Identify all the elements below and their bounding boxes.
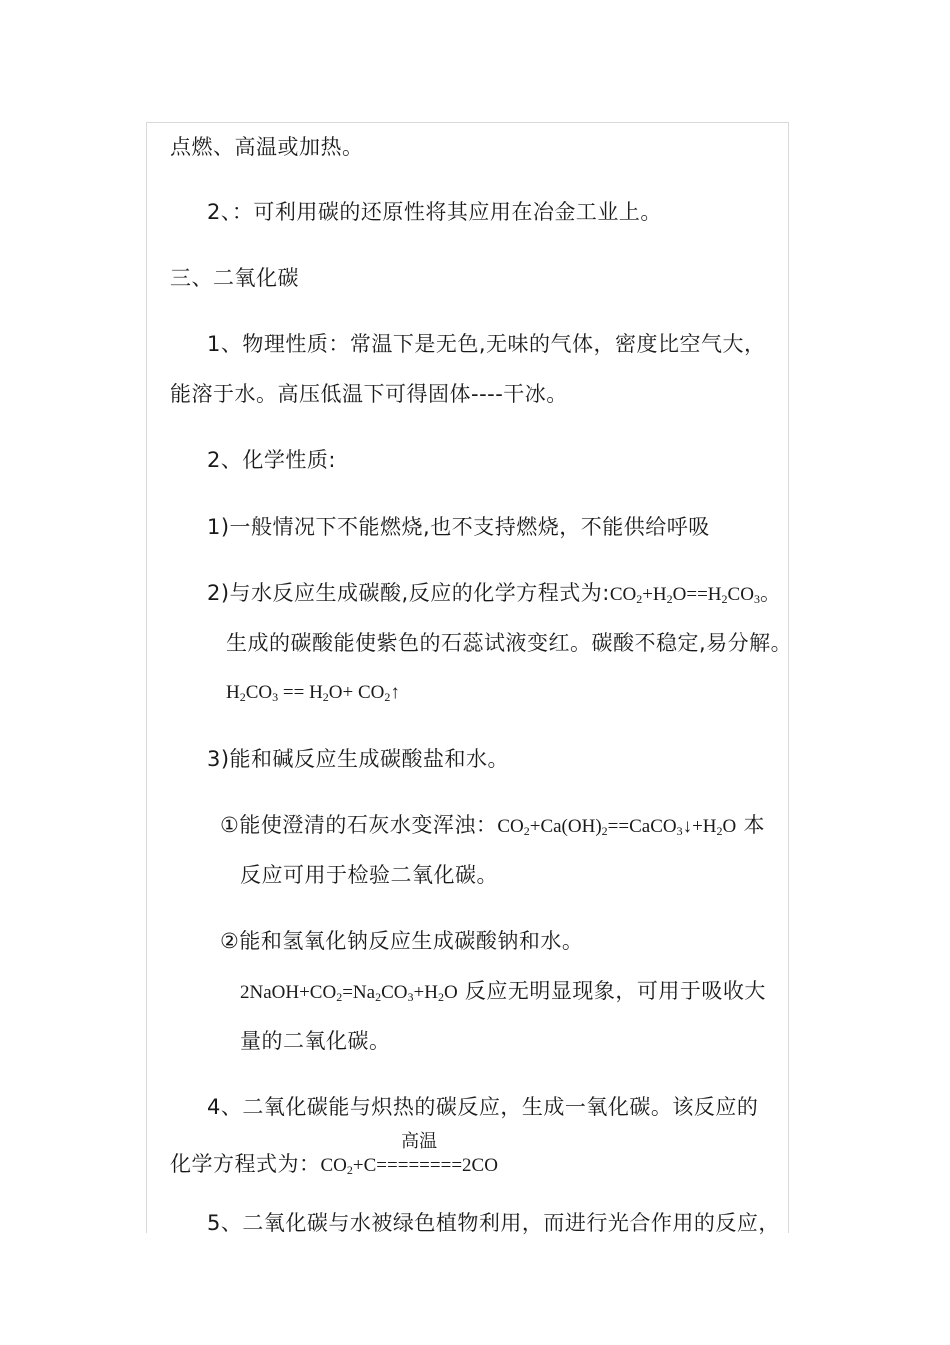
- text-line-naoh-equation: $2NaOH+CO_2=Na_2CO_3+H_2O$ 反应无明显现象，可用于吸收大: [240, 979, 766, 1004]
- text-line-dry-ice: 能溶于水。高压低温下可得固体----干冰。: [170, 382, 568, 406]
- water-reaction-text: 2)与水反应生成碳酸,反应的化学方程式为:: [207, 581, 610, 605]
- gas-arrow-icon: ↑: [390, 682, 400, 703]
- section-heading-co2: 三、二氧化碳: [170, 266, 299, 290]
- text-line-limewater: ①能使澄清的石灰水变浑浊：$CO_2+Ca(OH)_2==CaCO_3↓+H_2O$ 本: [220, 813, 765, 838]
- carbonic-acid-equation: $CO_2+H_2O==H_2CO_3$: [609, 584, 760, 606]
- text-line-no-combustion: 1)一般情况下不能燃烧,也不支持燃烧，不能供给呼吸: [207, 515, 710, 539]
- text-line-water-reaction: 2)与水反应生成碳酸,反应的化学方程式为$:CO_2+H_2O==H_2CO_3$。: [207, 581, 782, 606]
- carbon-monoxide-equation: $CO_2+C=$ 高温 =======2CO: [320, 1131, 498, 1177]
- text-line-ignition: 点燃、高温或加热。: [170, 135, 364, 159]
- naoh-equation: $2NaOH+CO_2=Na_2CO_3+H_2O$: [240, 982, 458, 1004]
- carbonic-acid-decomposition-equation: $H_2CO_3 == H_2O+$ $CO_2↑$: [226, 682, 400, 704]
- text-line-hot-carbon: 4、二氧化碳能与炽热的碳反应，生成一氧化碳。该反应的: [207, 1095, 759, 1119]
- text-line-photosynthesis: 5、二氧化碳与水被绿色植物利用，而进行光合作用的反应，: [207, 1211, 780, 1235]
- condition-high-temp: 高温: [401, 1131, 438, 1152]
- limewater-equation: $CO_2+Ca(OH)_2==CaCO_3↓+H_2O$: [497, 816, 737, 838]
- text-line-absorb-co2: 量的二氧化碳。: [240, 1029, 391, 1053]
- text-line-chemical-properties: 2、化学性质:: [207, 448, 336, 472]
- text-line-co-equation: 化学方程式为：$CO_2+C=$ 高温 =======2CO: [170, 1131, 498, 1177]
- text-line-physical-properties: 1、物理性质：常温下是无色,无味的气体，密度比空气大，: [207, 332, 766, 356]
- text-line-metallurgy: 2、：可利用碳的还原性将其应用在冶金工业上。: [207, 200, 662, 224]
- text-line-litmus: 生成的碳酸能使紫色的石蕊试液变红。碳酸不稳定,易分解。: [226, 631, 793, 655]
- text-line-base-reaction: 3)能和碱反应生成碳酸盐和水。: [207, 747, 510, 771]
- text-line-naoh-reaction: ②能和氢氧化钠反应生成碳酸钠和水。: [220, 929, 584, 953]
- text-line-co2-test: 反应可用于检验二氧化碳。: [240, 863, 498, 887]
